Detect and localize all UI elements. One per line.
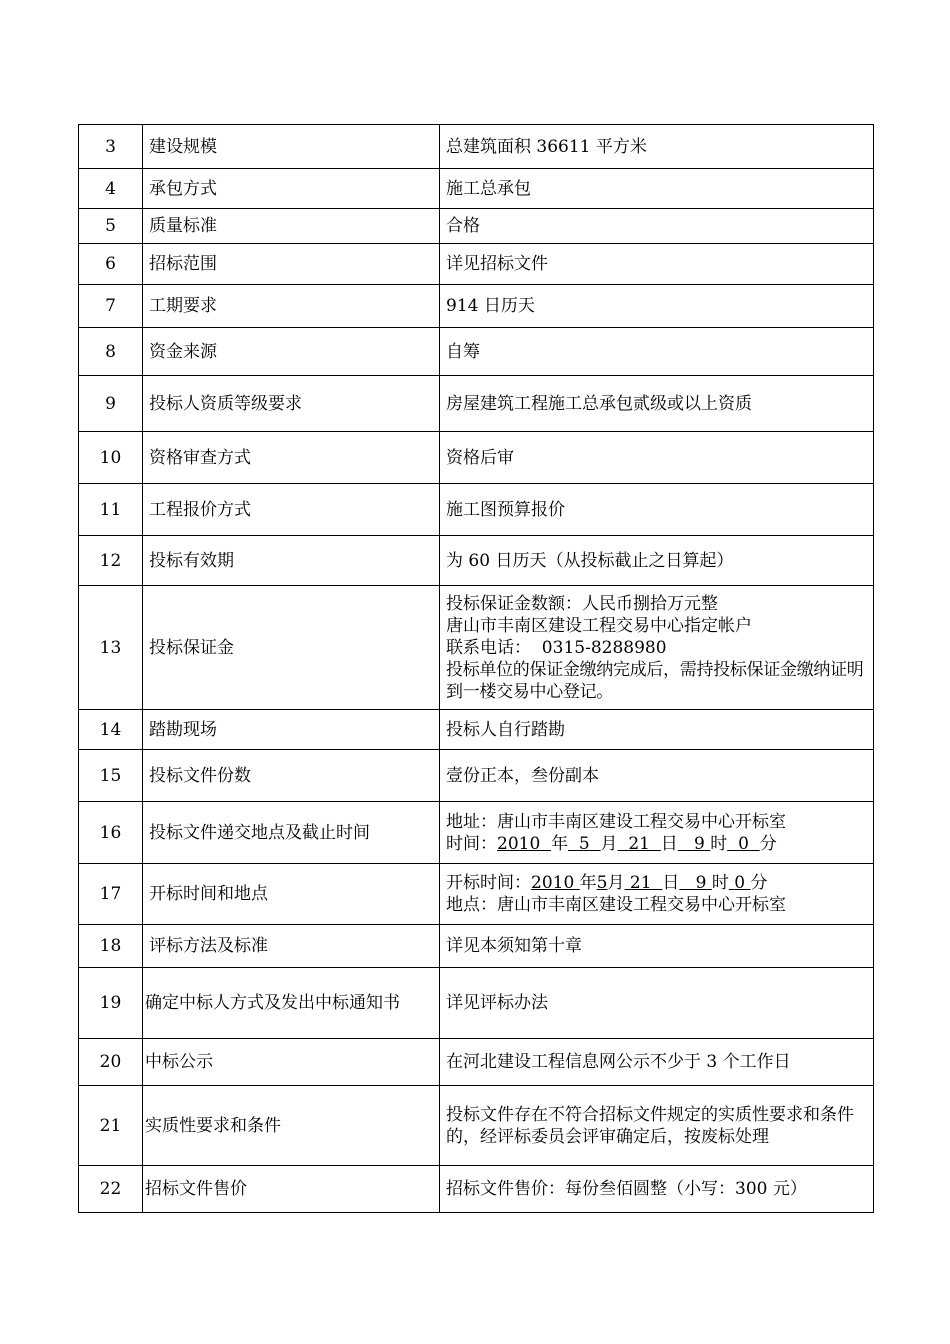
item-label: 工期要求	[143, 285, 440, 328]
item-label: 投标保证金	[143, 586, 440, 710]
item-label: 招标范围	[143, 244, 440, 285]
day-value: 21	[628, 833, 650, 854]
item-label: 实质性要求和条件	[143, 1086, 440, 1166]
item-label: 资格审查方式	[143, 432, 440, 484]
deadline-address: 地址：唐山市丰南区建设工程交易中心开标室	[446, 811, 786, 832]
row-number: 15	[79, 750, 143, 802]
item-value: 为 60 日历天（从投标截止之日算起）	[440, 536, 874, 586]
item-value	[440, 802, 874, 864]
value-line: 投标单位的保证金缴纳完成后，需持投标保证金缴纳证明到一楼交易中心登记。	[446, 659, 864, 702]
table-row	[79, 536, 874, 586]
bid-info-table	[78, 124, 874, 1213]
item-value: 资格后审	[440, 432, 874, 484]
item-label: 投标文件份数	[143, 750, 440, 802]
row-number: 16	[79, 802, 143, 864]
table-row	[79, 125, 874, 169]
row-number: 10	[79, 432, 143, 484]
item-label: 投标人资质等级要求	[143, 376, 440, 432]
table-row	[79, 968, 874, 1039]
table-row	[79, 328, 874, 376]
minute-value: 0	[734, 873, 746, 893]
table-row	[79, 925, 874, 968]
table-row	[79, 710, 874, 750]
item-label: 踏勘现场	[143, 710, 440, 750]
item-value: 房屋建筑工程施工总承包贰级或以上资质	[440, 376, 874, 432]
table-row	[79, 285, 874, 328]
item-value: 合格	[440, 209, 874, 244]
item-value: 招标文件售价：每份叁佰圆整（小写：300 元）	[440, 1166, 874, 1213]
row-number: 5	[79, 209, 143, 244]
opening-address: 地点：唐山市丰南区建设工程交易中心开标室	[446, 895, 786, 915]
item-label: 投标有效期	[143, 536, 440, 586]
item-value: 在河北建设工程信息网公示不少于 3 个工作日	[440, 1039, 874, 1086]
row-number: 3	[79, 125, 143, 169]
year-value: 2010	[497, 833, 541, 854]
table-row	[79, 1166, 874, 1213]
month-value: 5	[596, 873, 608, 893]
opening-time: 开标时间：2010 年5月 21 日 9 时 0 分	[446, 873, 768, 893]
row-number: 14	[79, 710, 143, 750]
row-number: 7	[79, 285, 143, 328]
table-row	[79, 376, 874, 432]
value-line: 联系电话： 0315-8288980	[446, 637, 667, 658]
year-value: 2010	[531, 873, 575, 893]
row-number: 13	[79, 586, 143, 710]
item-label: 招标文件售价	[143, 1166, 440, 1213]
item-label: 确定中标人方式及发出中标通知书	[143, 968, 440, 1039]
item-value: 壹份正本，叁份副本	[440, 750, 874, 802]
item-value: 总建筑面积 36611 平方米	[440, 125, 874, 169]
item-value	[440, 864, 874, 925]
item-label: 工程报价方式	[143, 484, 440, 536]
item-label: 建设规模	[143, 125, 440, 169]
item-label: 中标公示	[143, 1039, 440, 1086]
item-value: 914 日历天	[440, 285, 874, 328]
row-number: 4	[79, 169, 143, 209]
item-label: 开标时间和地点	[143, 864, 440, 925]
item-value: 详见本须知第十章	[440, 925, 874, 968]
row-number: 19	[79, 968, 143, 1039]
item-value: 自筹	[440, 328, 874, 376]
value-line: 唐山市丰南区建设工程交易中心指定帐户	[446, 615, 752, 636]
table-row	[79, 244, 874, 285]
row-number: 20	[79, 1039, 143, 1086]
row-number: 18	[79, 925, 143, 968]
item-value: 详见评标办法	[440, 968, 874, 1039]
hour-value: 9	[695, 873, 707, 893]
item-label: 资金来源	[143, 328, 440, 376]
table-row	[79, 1039, 874, 1086]
deadline-time: 时间：2010 年 5 月 21 日 9 时 0 分	[446, 833, 777, 854]
table-row	[79, 169, 874, 209]
row-number: 17	[79, 864, 143, 925]
table-row	[79, 484, 874, 536]
item-value: 施工总承包	[440, 169, 874, 209]
row-number: 9	[79, 376, 143, 432]
hour-value: 9	[694, 833, 705, 854]
table-row	[79, 802, 874, 864]
item-label: 投标文件递交地点及截止时间	[143, 802, 440, 864]
row-number: 6	[79, 244, 143, 285]
row-number: 22	[79, 1166, 143, 1213]
table-row	[79, 1086, 874, 1166]
month-value: 5	[578, 833, 590, 854]
item-label: 承包方式	[143, 169, 440, 209]
table-row	[79, 586, 874, 710]
day-value: 21	[629, 873, 652, 893]
item-value	[440, 586, 874, 710]
row-number: 12	[79, 536, 143, 586]
item-value: 施工图预算报价	[440, 484, 874, 536]
item-value: 详见招标文件	[440, 244, 874, 285]
table-row	[79, 750, 874, 802]
row-number: 11	[79, 484, 143, 536]
item-label: 质量标准	[143, 209, 440, 244]
row-number: 8	[79, 328, 143, 376]
item-value: 投标文件存在不符合招标文件规定的实质性要求和条件的，经评标委员会评审确定后，按废标处理	[440, 1086, 874, 1166]
row-number: 21	[79, 1086, 143, 1166]
table-row	[79, 864, 874, 925]
value-line: 投标保证金数额：人民币捌拾万元整	[446, 593, 718, 614]
minute-value: 0	[738, 833, 749, 854]
item-value: 投标人自行踏勘	[440, 710, 874, 750]
item-label: 评标方法及标准	[143, 925, 440, 968]
table-row	[79, 432, 874, 484]
table-row	[79, 209, 874, 244]
